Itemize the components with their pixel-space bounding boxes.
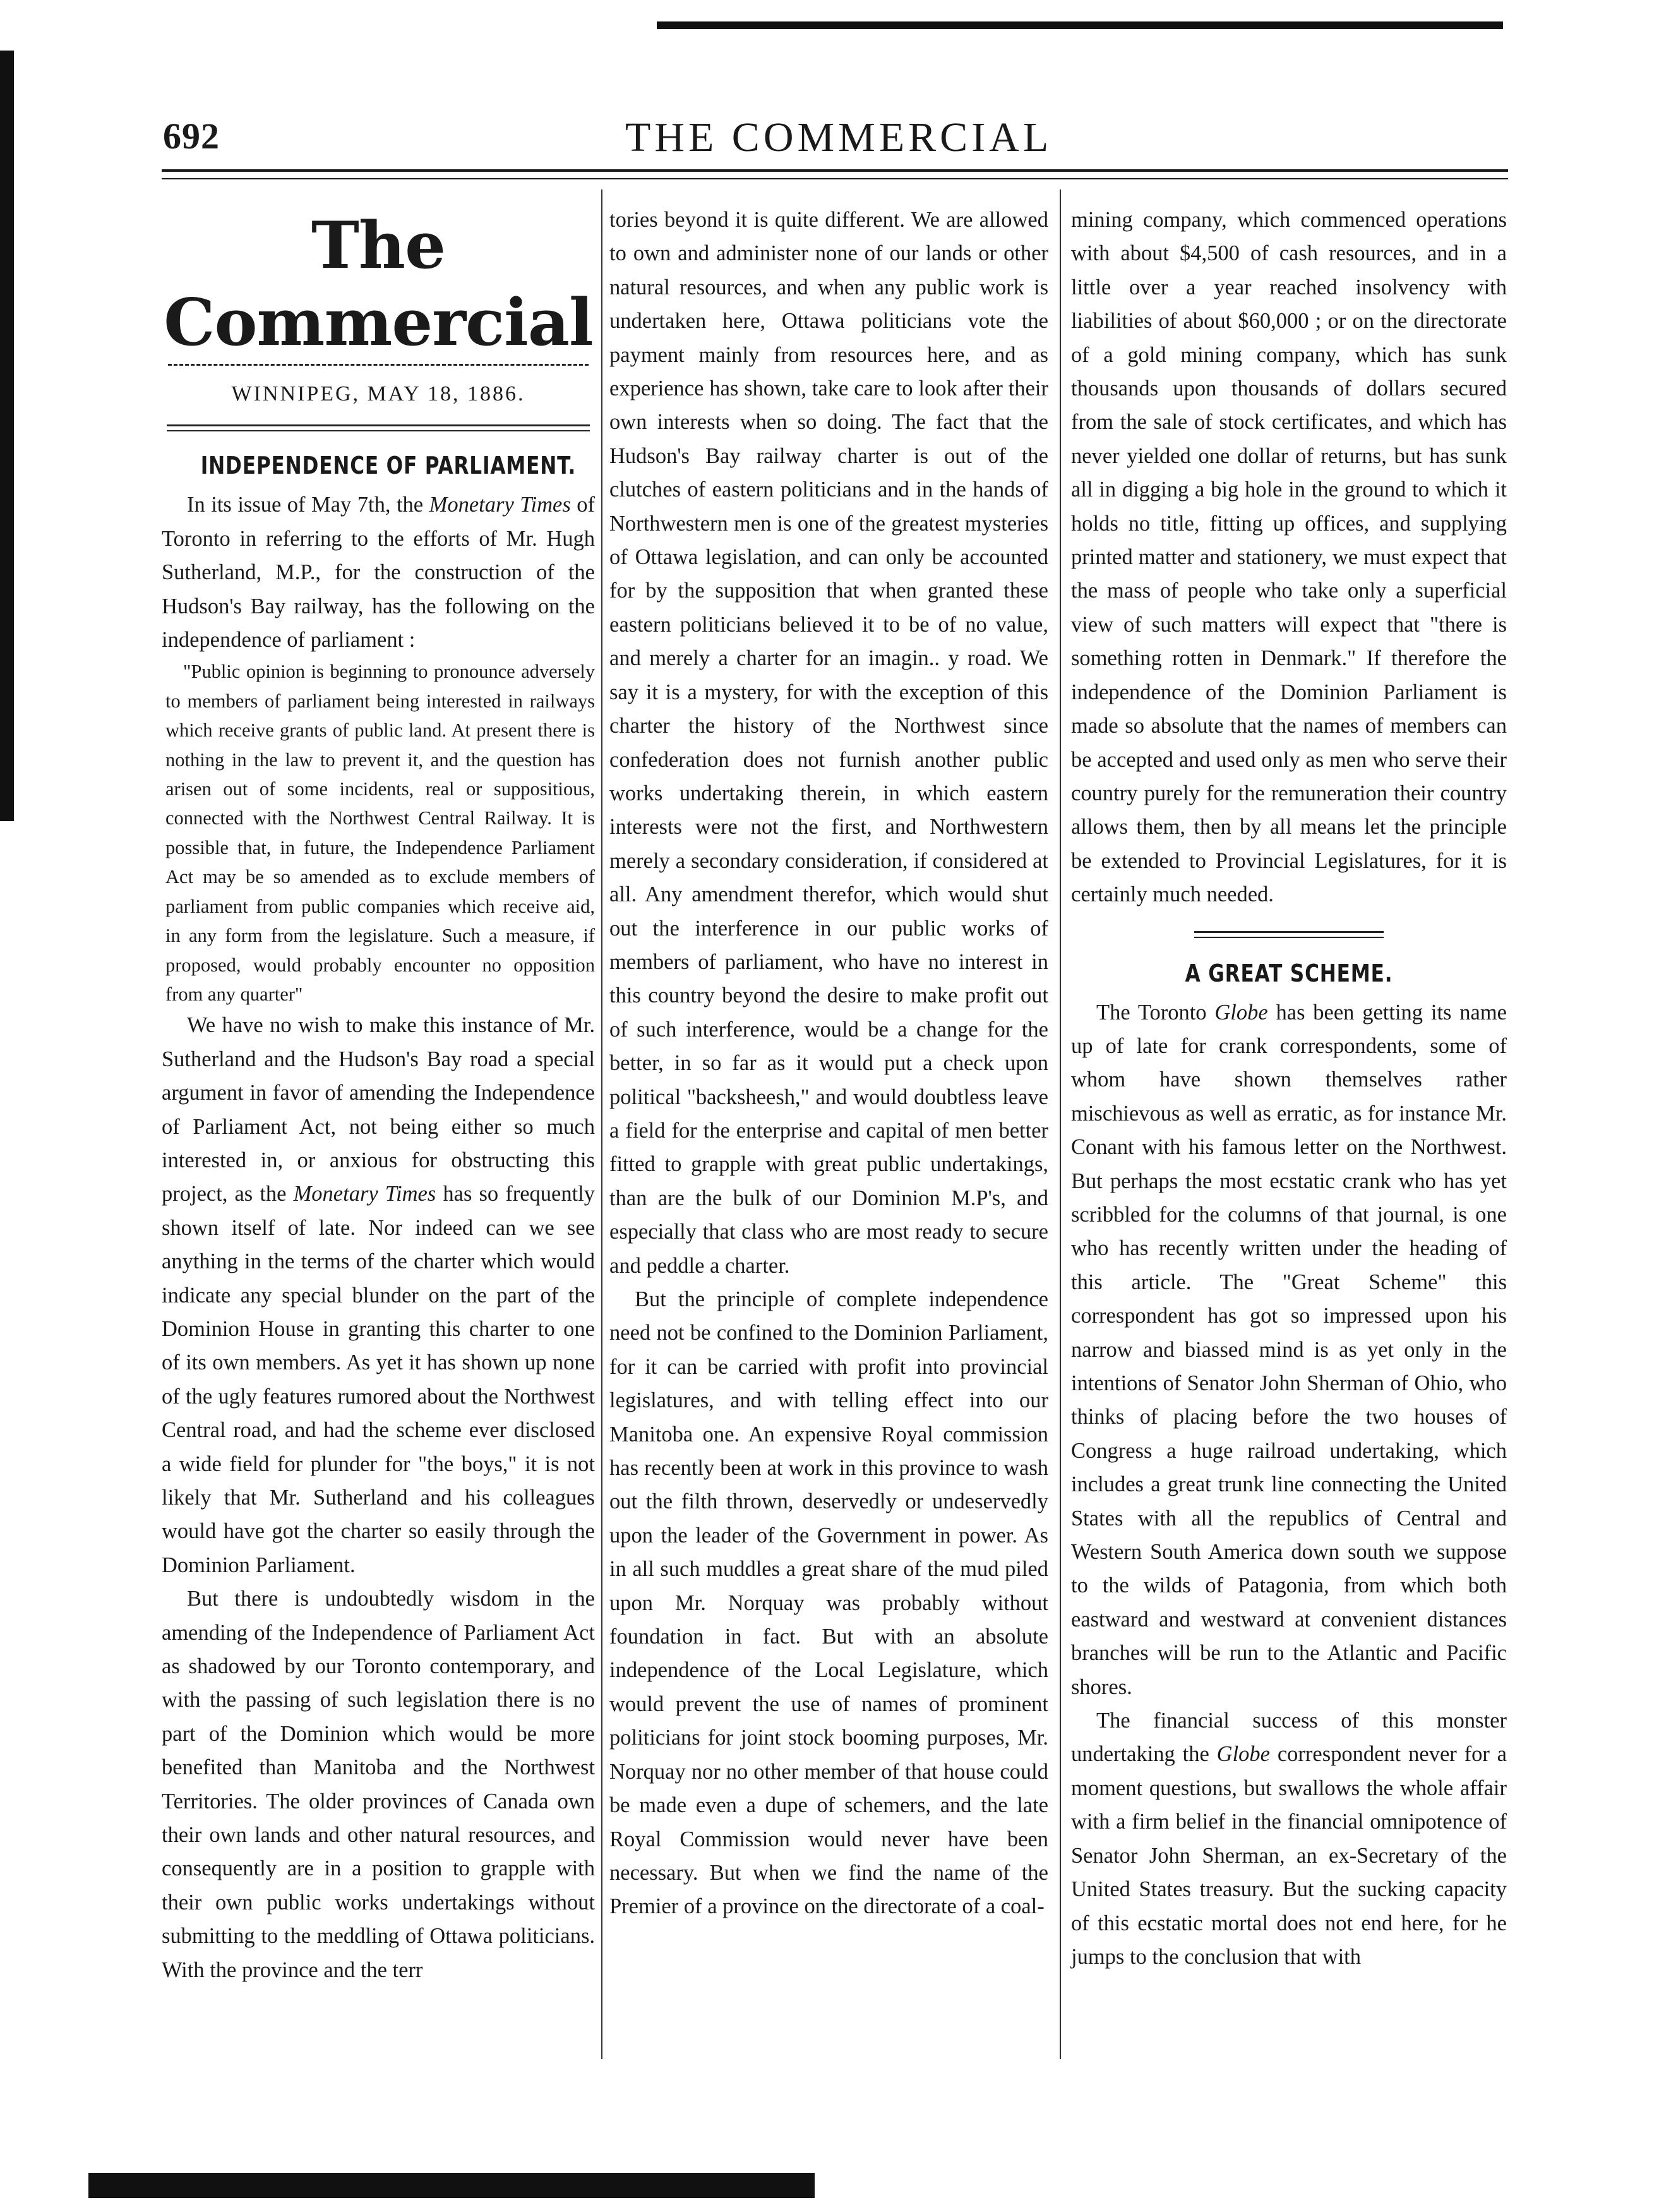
- paragraph: We have no wish to make this instance of Mr. Sutherland and the Hudson's Bay road a special argument in favor of amending the Independence of Parliament Act, not being either so much interested in, or anxious for obstructing this project, as the Monetary Times has so frequently shown itself of late. Nor indeed can we see anything in the terms of the charter which would indicate any special blunder on the part of the Dominion House in granting this charter to one of its own members. As yet it has shown up none of the ugly features rumored about the Northwest Central road, and had the scheme ever disclosed a wide field for plunder for "the boys," it is not likely that Mr. Sutherland and his colleagues would have got the charter so easily through the Dominion Parliament.: [162, 1013, 595, 1577]
- header-rule-bottom: [162, 178, 1508, 179]
- paragraph: The Toronto Globe has been getting its name up of late for crank correspondents, some of whom have shown themselves rather mischievous as well as erratic, as for instance Mr. Conant with his famous letter on the Northwest. But perhaps the most ecstatic crank who has yet scribbled for the columns of that journal, is one who has recently written under the heading of this article. The "Great Scheme" this correspondent has got so impressed upon his narrow and biassed mind is as yet only in the intentions of Senator John Sherman of Ohio, who thinks of placing before the two houses of Congress a huge railroad undertaking, which includes a great trunk line connecting the United States with all the republics of Central and Western South America down south we suppose to the wilds of Patagonia, from which both eastward and westward at convenient distances branches will be run to the Atlantic and Pacific shores.: [1071, 1000, 1507, 1699]
- paragraph: But there is undoubtedly wisdom in the amending of the Independence of Parliament Act as shadowed by our Toronto contemporary, and with the passing of such legislation there is no part of the Dominion which would be more benefited than Manitoba and the Northwest Territories. The older provinces of Canada own their own lands and other natural resources, and consequently are in a position to grapple with their own public works undertakings without submitting to the meddling of Ottawa politicians. With the province and the terr: [162, 1587, 595, 1982]
- paragraph-continued: tories beyond it is quite different. We are allowed to own and administer none of our lands or other natural resources, and when any public work is undertaken here, Ottawa politicians vote the payment mainly from resources here, and as experience has shown, take care to look after their own interests when so doing. The fact that the Hudson's Bay railway charter is out of the clutches of eastern politicians and in the hands of Northwestern men is one of the greatest mysteries of Ottawa legislation, and can only be accounted for by the supposition that when granted these eastern politicians believed it to be of no value, and merely a charter for an imagin.. y road. We say it is a mystery, for with the exception of this charter the history of the Northwest since confederation does not furnish another public works undertaking therein, in which eastern interests were not the first, and Northwestern merely a secondary consideration, if considered at all. Any amendment therefor, which would shut out the interference in our public works of members of parliament, who have no interest in this country beyond the desire to make profit out of such interference, would be a change for the better, in so far as it would put a check upon political "backsheesh," and would doubtless leave a field for the enterprise and capital of men better fitted to grapple with great public undertakings, than are the bulk of our Dominion M.P's, and especially that class who are most ready to secure and peddle a charter.: [609, 208, 1048, 1278]
- section-rule: [1194, 931, 1384, 938]
- column-1: [162, 203, 595, 1987]
- dateline-rule: [167, 424, 590, 431]
- scan-edge-top: [657, 21, 1503, 29]
- article-heading-great-scheme: A GREAT SCHEME.: [1185, 959, 1393, 987]
- scan-edge-bottom: [88, 2173, 815, 2198]
- running-head: THE COMMERCIAL: [625, 114, 1053, 160]
- column-divider-1: [601, 189, 602, 2059]
- column-divider-2: [1060, 189, 1061, 2059]
- masthead-title: The Commercial: [164, 208, 593, 361]
- column-2: [609, 203, 1048, 1924]
- paragraph: But the principle of complete independence need not be confined to the Dominion Parliament, for it can be carried with profit into provincial legislatures, and with telling effect into our Manitoba one. An expensive Royal commission has recently been at work in this province to wash out the filth thrown, deservedly or undeservedly upon the leader of the Government in power. As in all such muddles a great share of the mud piled upon Mr. Norquay was probably without foundation in fact. But with an absolute independence of the Local Legislature, which would prevent the use of names of prominent politicians for joint stock booming purposes, Mr. Norquay nor no other member of that house could be made even a dupe of schemers, and the late Royal Commission would never have been necessary. But when we find the name of the Premier of a province on the directorate of a coal-: [609, 1287, 1048, 1919]
- dateline: WINNIPEG, MAY 18, 1886.: [231, 382, 525, 406]
- block-quote: "Public opinion is beginning to pronounce adversely to members of parliament being interested in railways which receive grants of public land. At present there is nothing in the law to prevent it, and the question has arisen out of some incidents, real or suppositious, connected with the Northwest Central Railway. It is possible that, in future, the Independence Parliament Act may be so amended as to exclude members of parliament from public companies which receive aid, in any form from the legislature. Such a measure, if proposed, would probably encounter no opposition from any quarter": [165, 661, 595, 1005]
- masthead-rule: [168, 364, 589, 366]
- article-heading-independence: INDEPENDENCE OF PARLIAMENT.: [200, 452, 577, 480]
- paragraph-continued: mining company, which commenced operations with about $4,500 of cash resources, and in a little over a year reached insolvency with liabilities of about $60,000 ; or on the directorate of a gold mining company, which has sunk thousands upon thousands of dollars secured from the sale of stock certificates, and which has never yielded one dollar of returns, but has sunk all in digging a big hole in the ground to which it holds no title, fitting up offices, and supplying printed matter and stationery, we must expect that the mass of people who take only a superficial view of such matters will expect that "there is something rotten in Denmark." If therefore the independence of the Dominion Parliament is made so absolute that the names of members can be accepted and used only as men who serve their country purely for the remuneration their country allows them, then by all means let the principle be extended to Provincial Legislatures, for it is certainly much needed.: [1071, 208, 1507, 907]
- scan-edge-left: [0, 51, 14, 821]
- column-3: [1071, 203, 1507, 1974]
- paragraph: In its issue of May 7th, the Monetary Times of Toronto in referring to the efforts of Mr. Hugh Sutherland, M.P., for the construction of the Hudson's Bay railway, has the following on the independence of parliament :: [162, 493, 595, 652]
- header-rule-top: [162, 169, 1508, 172]
- page-number: 692: [163, 116, 220, 157]
- paragraph: The financial success of this monster undertaking the Globe correspondent never for a moment questions, but swallows the whole affair with a firm belief in the financial omnipotence of Senator John Sherman, an ex-Secretary of the United States treasury. But the sucking capacity of this ecstatic mortal does not end here, for he jumps to the conclusion that with: [1071, 1709, 1507, 1969]
